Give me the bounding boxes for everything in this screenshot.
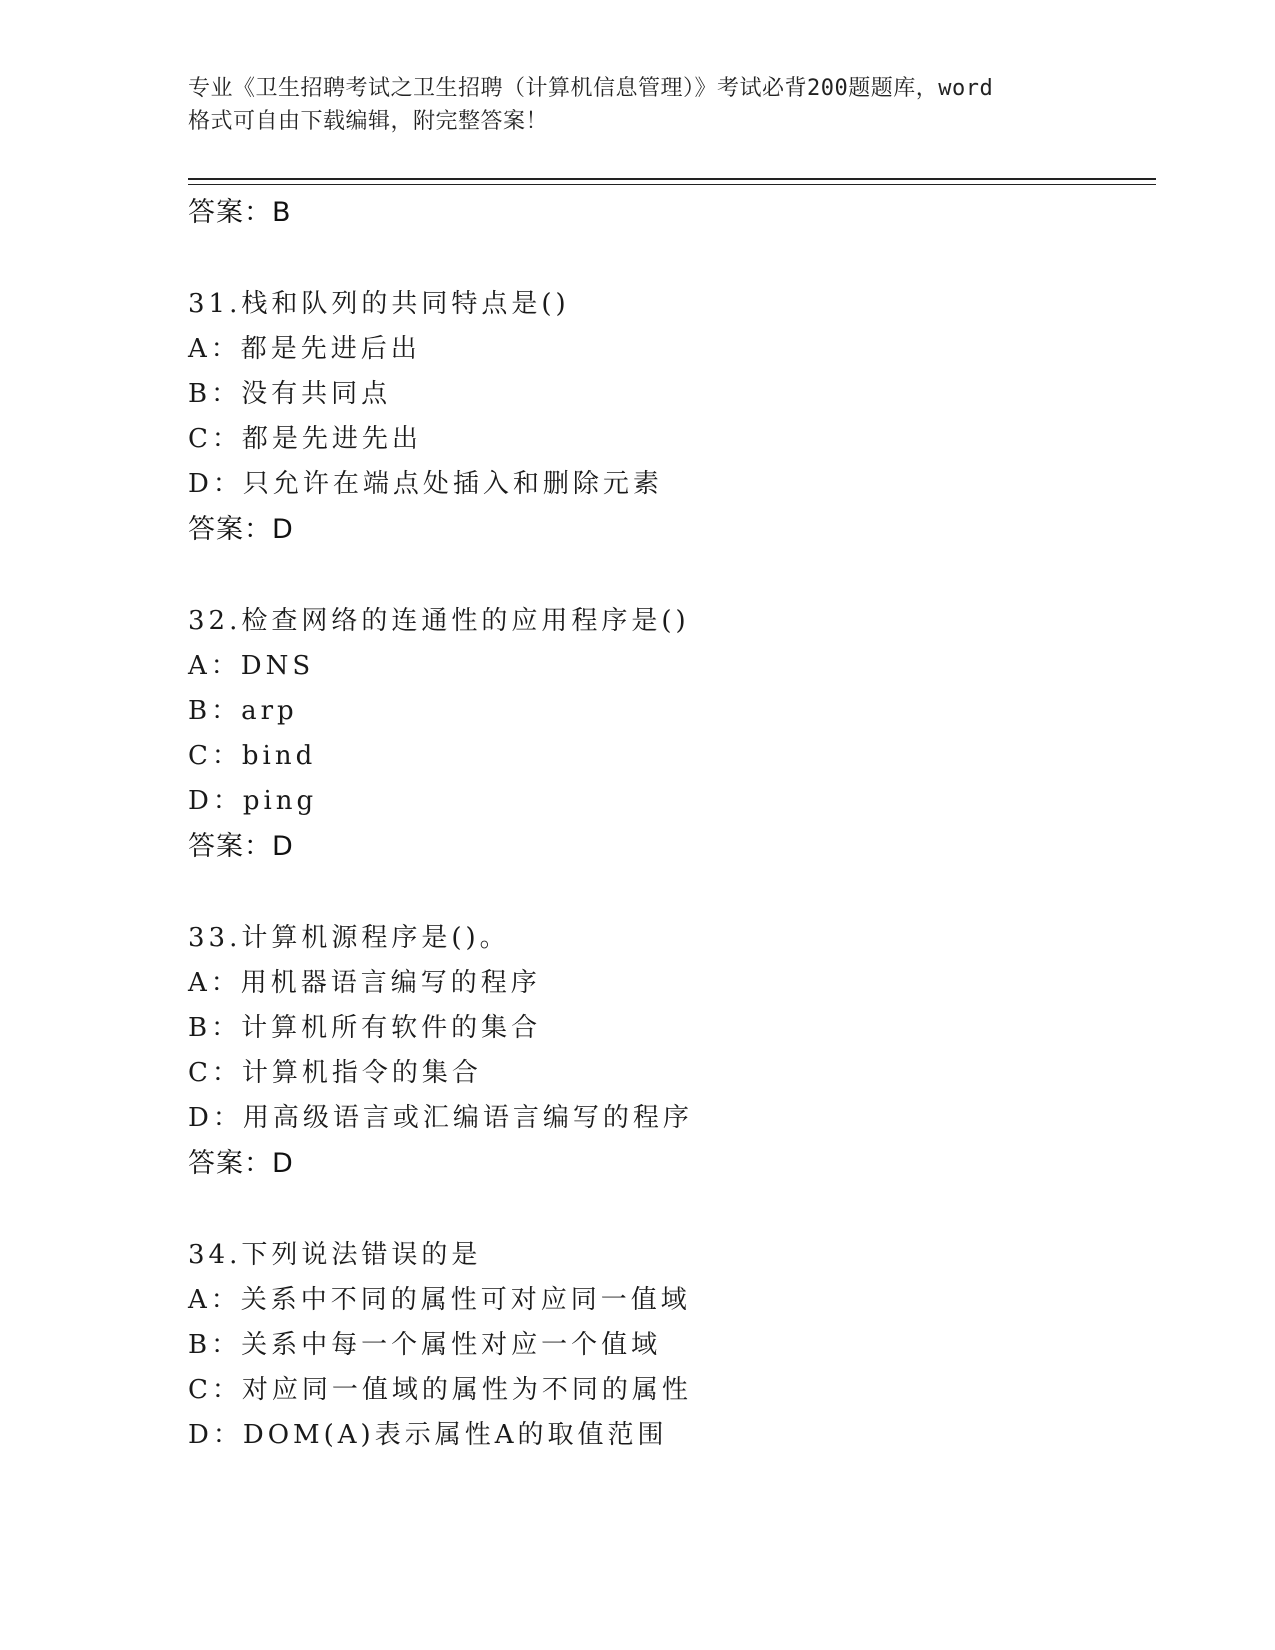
option-c: C：bind bbox=[188, 741, 317, 771]
question-stem: 32.检查网络的连通性的应用程序是() bbox=[188, 606, 690, 636]
option-a: A：都是先进后出 bbox=[188, 334, 421, 364]
option-a: A：关系中不同的属性可对应同一值域 bbox=[188, 1285, 691, 1315]
option-c: C：都是先进先出 bbox=[188, 424, 422, 454]
option-b: B：计算机所有软件的集合 bbox=[188, 1013, 542, 1043]
option-b: B：没有共同点 bbox=[188, 379, 392, 409]
option-c: C：计算机指令的集合 bbox=[188, 1058, 482, 1088]
header-divider bbox=[188, 178, 1156, 185]
question-list bbox=[188, 190, 1156, 1458]
option-a: A：DNS bbox=[188, 651, 315, 681]
header-title-line-2: 格式可自由下载编辑，附完整答案！ bbox=[188, 109, 549, 134]
option-d: D：用高级语言或汇编语言编写的程序 bbox=[188, 1103, 693, 1133]
answer-line: 答案：D bbox=[188, 1148, 294, 1179]
option-b: B：arp bbox=[188, 696, 298, 726]
question-block bbox=[188, 915, 1156, 1187]
question-stem: 34.下列说法错误的是 bbox=[188, 1240, 482, 1270]
option-d: D：DOM(A)表示属性A的取值范围 bbox=[188, 1420, 668, 1450]
option-b: B：关系中每一个属性对应一个值域 bbox=[188, 1330, 662, 1360]
spacer bbox=[188, 870, 1156, 915]
question-block bbox=[188, 1232, 1156, 1458]
question-stem: 31.栈和队列的共同特点是() bbox=[188, 289, 570, 319]
spacer bbox=[188, 553, 1156, 598]
option-d: D：只允许在端点处插入和删除元素 bbox=[188, 469, 663, 499]
question-stem: 33.计算机源程序是()。 bbox=[188, 923, 510, 953]
question-block bbox=[188, 598, 1156, 870]
option-d: D：ping bbox=[188, 786, 318, 816]
option-a: A：用机器语言编写的程序 bbox=[188, 968, 541, 998]
answer-line: 答案：B bbox=[188, 197, 292, 228]
spacer bbox=[188, 1187, 1156, 1232]
option-c: C：对应同一值域的属性为不同的属性 bbox=[188, 1375, 692, 1405]
spacer bbox=[188, 236, 1156, 281]
answer-line: 答案：D bbox=[188, 831, 294, 862]
page-header bbox=[188, 72, 1088, 138]
question-block bbox=[188, 281, 1156, 553]
header-title-line-1: 专业《卫生招聘考试之卫生招聘（计算机信息管理）》考试必背200题题库，word bbox=[188, 76, 994, 101]
answer-line: 答案：D bbox=[188, 514, 294, 545]
